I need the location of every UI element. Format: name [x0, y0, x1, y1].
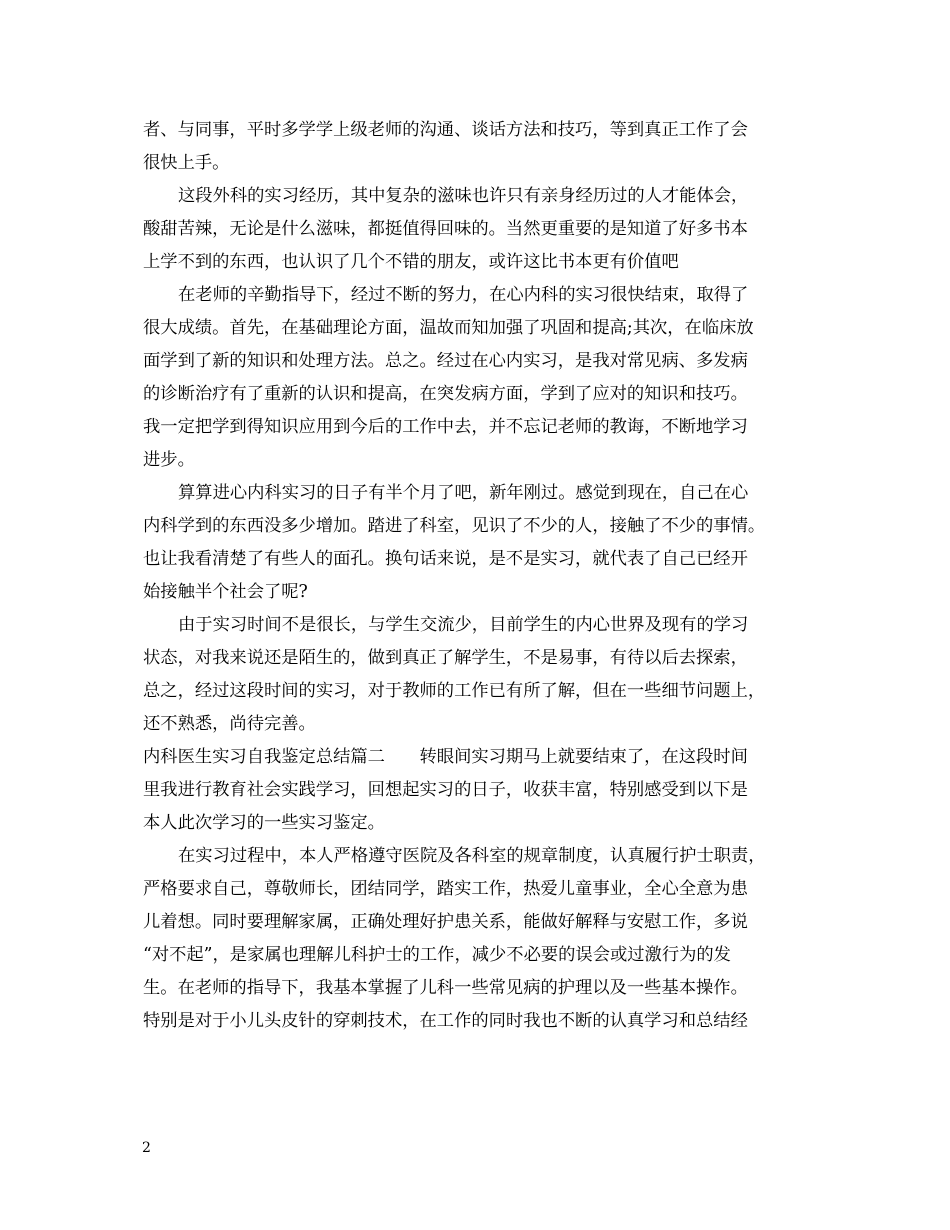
text-line: 酸甜苦辣，无论是什么滋味，都挺值得回味的。当然更重要的是知道了好多书本 — [143, 219, 748, 239]
text-line: 算算进心内科实习的日子有半个月了吧，新年刚过。感觉到现在，自己在心 — [178, 483, 749, 503]
text-line: 内科医生实习自我鉴定总结篇二 转眼间实习期马上就要结束了，在这段时间 — [143, 747, 748, 767]
text-line: 在实习过程中，本人严格遵守医院及各科室的规章制度，认真履行护士职责， — [178, 846, 766, 866]
page-number: 2 — [142, 1140, 151, 1156]
text-line: 本人此次学习的一些实习鉴定。 — [143, 813, 385, 833]
text-line: 还不熟悉，尚待完善。 — [143, 714, 316, 734]
text-line: 也让我看清楚了有些人的面孔。换句话来说，是不是实习，就代表了自己已经开 — [143, 549, 748, 569]
text-line: “对不起”，是家属也理解儿科护士的工作，减少不必要的误会或过激行为的发 — [143, 945, 731, 965]
text-line: 生。在老师的指导下，我基本掌握了儿科一些常见病的护理以及一些基本操作。 — [143, 978, 748, 998]
text-line: 面学到了新的知识和处理方法。总之。经过在心内实习，是我对常见病、多发病 — [143, 351, 748, 371]
text-line: 者、与同事，平时多学学上级老师的沟通、谈话方法和技巧，等到真正工作了会 — [143, 120, 748, 140]
text-line: 始接触半个社会了呢? — [143, 582, 308, 602]
text-line: 内科学到的东西没多少增加。踏进了科室，见识了不少的人，接触了不少的事情。 — [143, 516, 766, 536]
text-line: 状态，对我来说还是陌生的，做到真正了解学生，不是易事，有待以后去探索， — [143, 648, 748, 668]
text-line: 我一定把学到得知识应用到今后的工作中去，并不忘记老师的教诲，不断地学习 — [143, 417, 748, 437]
text-line: 在老师的辛勤指导下，经过不断的努力，在心内科的实习很快结束，取得了 — [178, 285, 749, 305]
text-line: 由于实习时间不是很长，与学生交流少，目前学生的内心世界及现有的学习 — [178, 615, 749, 635]
text-line: 特别是对于小儿头皮针的穿刺技术，在工作的同时我也不断的认真学习和总结经 — [143, 1011, 748, 1031]
text-line: 的诊断治疗有了重新的认识和提高，在突发病方面，学到了应对的知识和技巧。 — [143, 384, 748, 404]
text-line: 总之，经过这段时间的实习，对于教师的工作已有所了解，但在一些细节问题上， — [143, 681, 766, 701]
text-line: 进步。 — [143, 450, 195, 470]
text-line: 儿着想。同时要理解家属，正确处理好护患关系，能做好解释与安慰工作，多说 — [143, 912, 748, 932]
text-line: 很快上手。 — [143, 153, 230, 173]
text-line: 这段外科的实习经历，其中复杂的滋味也许只有亲身经历过的人才能体会， — [178, 186, 749, 206]
text-line: 严格要求自己，尊敬师长，团结同学，踏实工作，热爱儿童事业，全心全意为患 — [143, 879, 748, 899]
document-body — [143, 114, 811, 1038]
text-line: 很大成绩。首先，在基础理论方面，温故而知加强了巩固和提高;其次，在临床放 — [143, 318, 754, 338]
text-line: 里我进行教育社会实践学习，回想起实习的日子，收获丰富，特别感受到以下是 — [143, 780, 748, 800]
text-line: 上学不到的东西，也认识了几个不错的朋友，或许这比书本更有价值吧 — [143, 252, 679, 272]
